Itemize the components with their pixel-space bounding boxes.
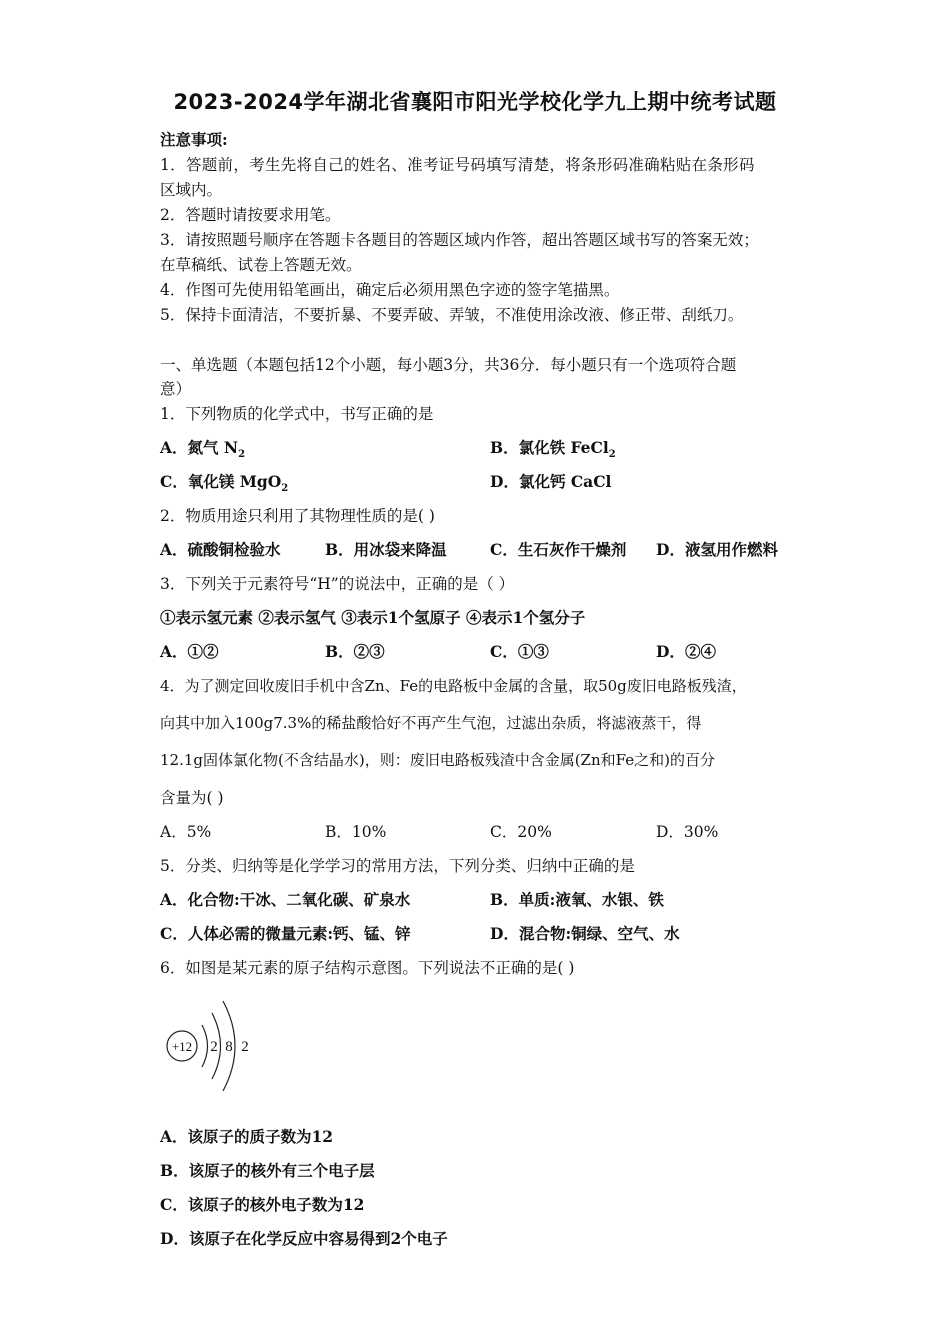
q2-option-d: D．液氢用作燃料 bbox=[656, 540, 778, 559]
section-heading-cont: 意） bbox=[160, 380, 192, 398]
q6-option-c: C．该原子的核外电子数为12 bbox=[160, 1195, 365, 1214]
q2-option-b: B．用冰袋来降温 bbox=[325, 540, 447, 559]
electron-count-label: 8 bbox=[225, 1039, 233, 1055]
q3-option-a: A．①② bbox=[160, 642, 219, 661]
q5-stem: 5．分类、归纳等是化学学习的常用方法，下列分类、归纳中正确的是 bbox=[160, 857, 635, 875]
notice-line: 区域内。 bbox=[160, 181, 223, 199]
q2-option-c: C．生石灰作干燥剂 bbox=[490, 540, 627, 559]
electron-count-label: 2 bbox=[210, 1039, 218, 1055]
exam-title: 2023-2024学年湖北省襄阳市阳光学校化学九上期中统考试题 bbox=[173, 90, 777, 114]
q1-option-c: C．氧化镁 MgO$_2$ bbox=[160, 472, 289, 495]
q1-option-a: A．氮气 $N_2$ bbox=[160, 438, 246, 461]
q3-items: ①表示氢元素 ②表示氢气 ③表示1个氢原子 ④表示1个氢分子 bbox=[160, 608, 586, 627]
q2-option-a: A．硫酸铜检验水 bbox=[160, 540, 281, 559]
q4-stem-line: 含量为( ) bbox=[160, 789, 224, 807]
notice-line: 3．请按照题号顺序在答题卡各题目的答题区域内作答，超出答题区域书写的答案无效； bbox=[160, 231, 759, 249]
notice-line: 在草稿纸、试卷上答题无效。 bbox=[160, 256, 362, 274]
q4-option-a: A．5% bbox=[160, 823, 212, 841]
q3-stem: 3．下列关于元素符号“H”的说法中，正确的是（ ） bbox=[160, 575, 515, 593]
q6-option-a: A．该原子的质子数为12 bbox=[160, 1127, 334, 1146]
q1-stem: 1．下列物质的化学式中，书写正确的是 bbox=[160, 405, 434, 423]
notice-line: 4．作图可先使用铅笔画出，确定后必须用黑色字迹的签字笔描黑。 bbox=[160, 281, 620, 299]
q5-option-b: B．单质:液氧、水银、铁 bbox=[490, 890, 664, 909]
notice-line: 2．答题时请按要求用笔。 bbox=[160, 206, 341, 224]
q5-option-d: D．混合物:铜绿、空气、水 bbox=[490, 924, 680, 943]
q1-option-b: B．氯化铁 FeCl$_2$ bbox=[490, 438, 616, 461]
q4-option-d: D．30% bbox=[656, 823, 719, 841]
nucleus-charge-label: +12 bbox=[171, 1039, 193, 1054]
q4-stem-line: 4．为了测定回收废旧手机中含Zn、Fe的电路板中金属的含量，取50g废旧电路板残渣， bbox=[160, 677, 747, 695]
section-heading: 一、单选题（本题包括12个小题，每小题3分，共36分．每小题只有一个选项符合题 bbox=[160, 356, 737, 374]
q2-stem: 2．物质用途只利用了其物理性质的是( ) bbox=[160, 507, 435, 525]
q6-option-b: B．该原子的核外有三个电子层 bbox=[160, 1161, 375, 1180]
q5-option-a: A．化合物:干冰、二氧化碳、矿泉水 bbox=[160, 890, 411, 909]
q3-option-b: B．②③ bbox=[325, 642, 385, 661]
q5-option-c: C．人体必需的微量元素:钙、锰、锌 bbox=[160, 924, 411, 943]
q1-option-d: D．氯化钙 CaCl bbox=[490, 472, 612, 491]
electron-shell-arc bbox=[202, 1025, 208, 1067]
electron-count-label: 2 bbox=[241, 1039, 249, 1055]
atom-structure-diagram bbox=[160, 985, 270, 1105]
q3-option-c: C．①③ bbox=[490, 642, 549, 661]
q4-option-c: C．20% bbox=[490, 823, 552, 841]
notice-line: 1．答题前，考生先将自己的姓名、准考证号码填写清楚，将条形码准确粘贴在条形码 bbox=[160, 156, 755, 174]
q3-option-d: D．②④ bbox=[656, 642, 716, 661]
q4-stem-line: 12.1g固体氯化物(不含结晶水)，则：废旧电路板残渣中含金属(Zn和Fe之和)的百分 bbox=[160, 751, 715, 769]
q6-stem: 6．如图是某元素的原子结构示意图。下列说法不正确的是( ) bbox=[160, 959, 575, 977]
notice-heading: 注意事项: bbox=[160, 130, 228, 149]
notice-line: 5．保持卡面清洁，不要折暴、不要弄破、弄皱，不准使用涂改液、修正带、刮纸刀。 bbox=[160, 306, 744, 324]
q4-stem-line: 向其中加入100g7.3%的稀盐酸恰好不再产生气泡，过滤出杂质，将滤液蒸干，得 bbox=[160, 714, 702, 732]
q6-option-d: D．该原子在化学反应中容易得到2个电子 bbox=[160, 1229, 448, 1248]
q4-option-b: B．10% bbox=[325, 823, 387, 841]
